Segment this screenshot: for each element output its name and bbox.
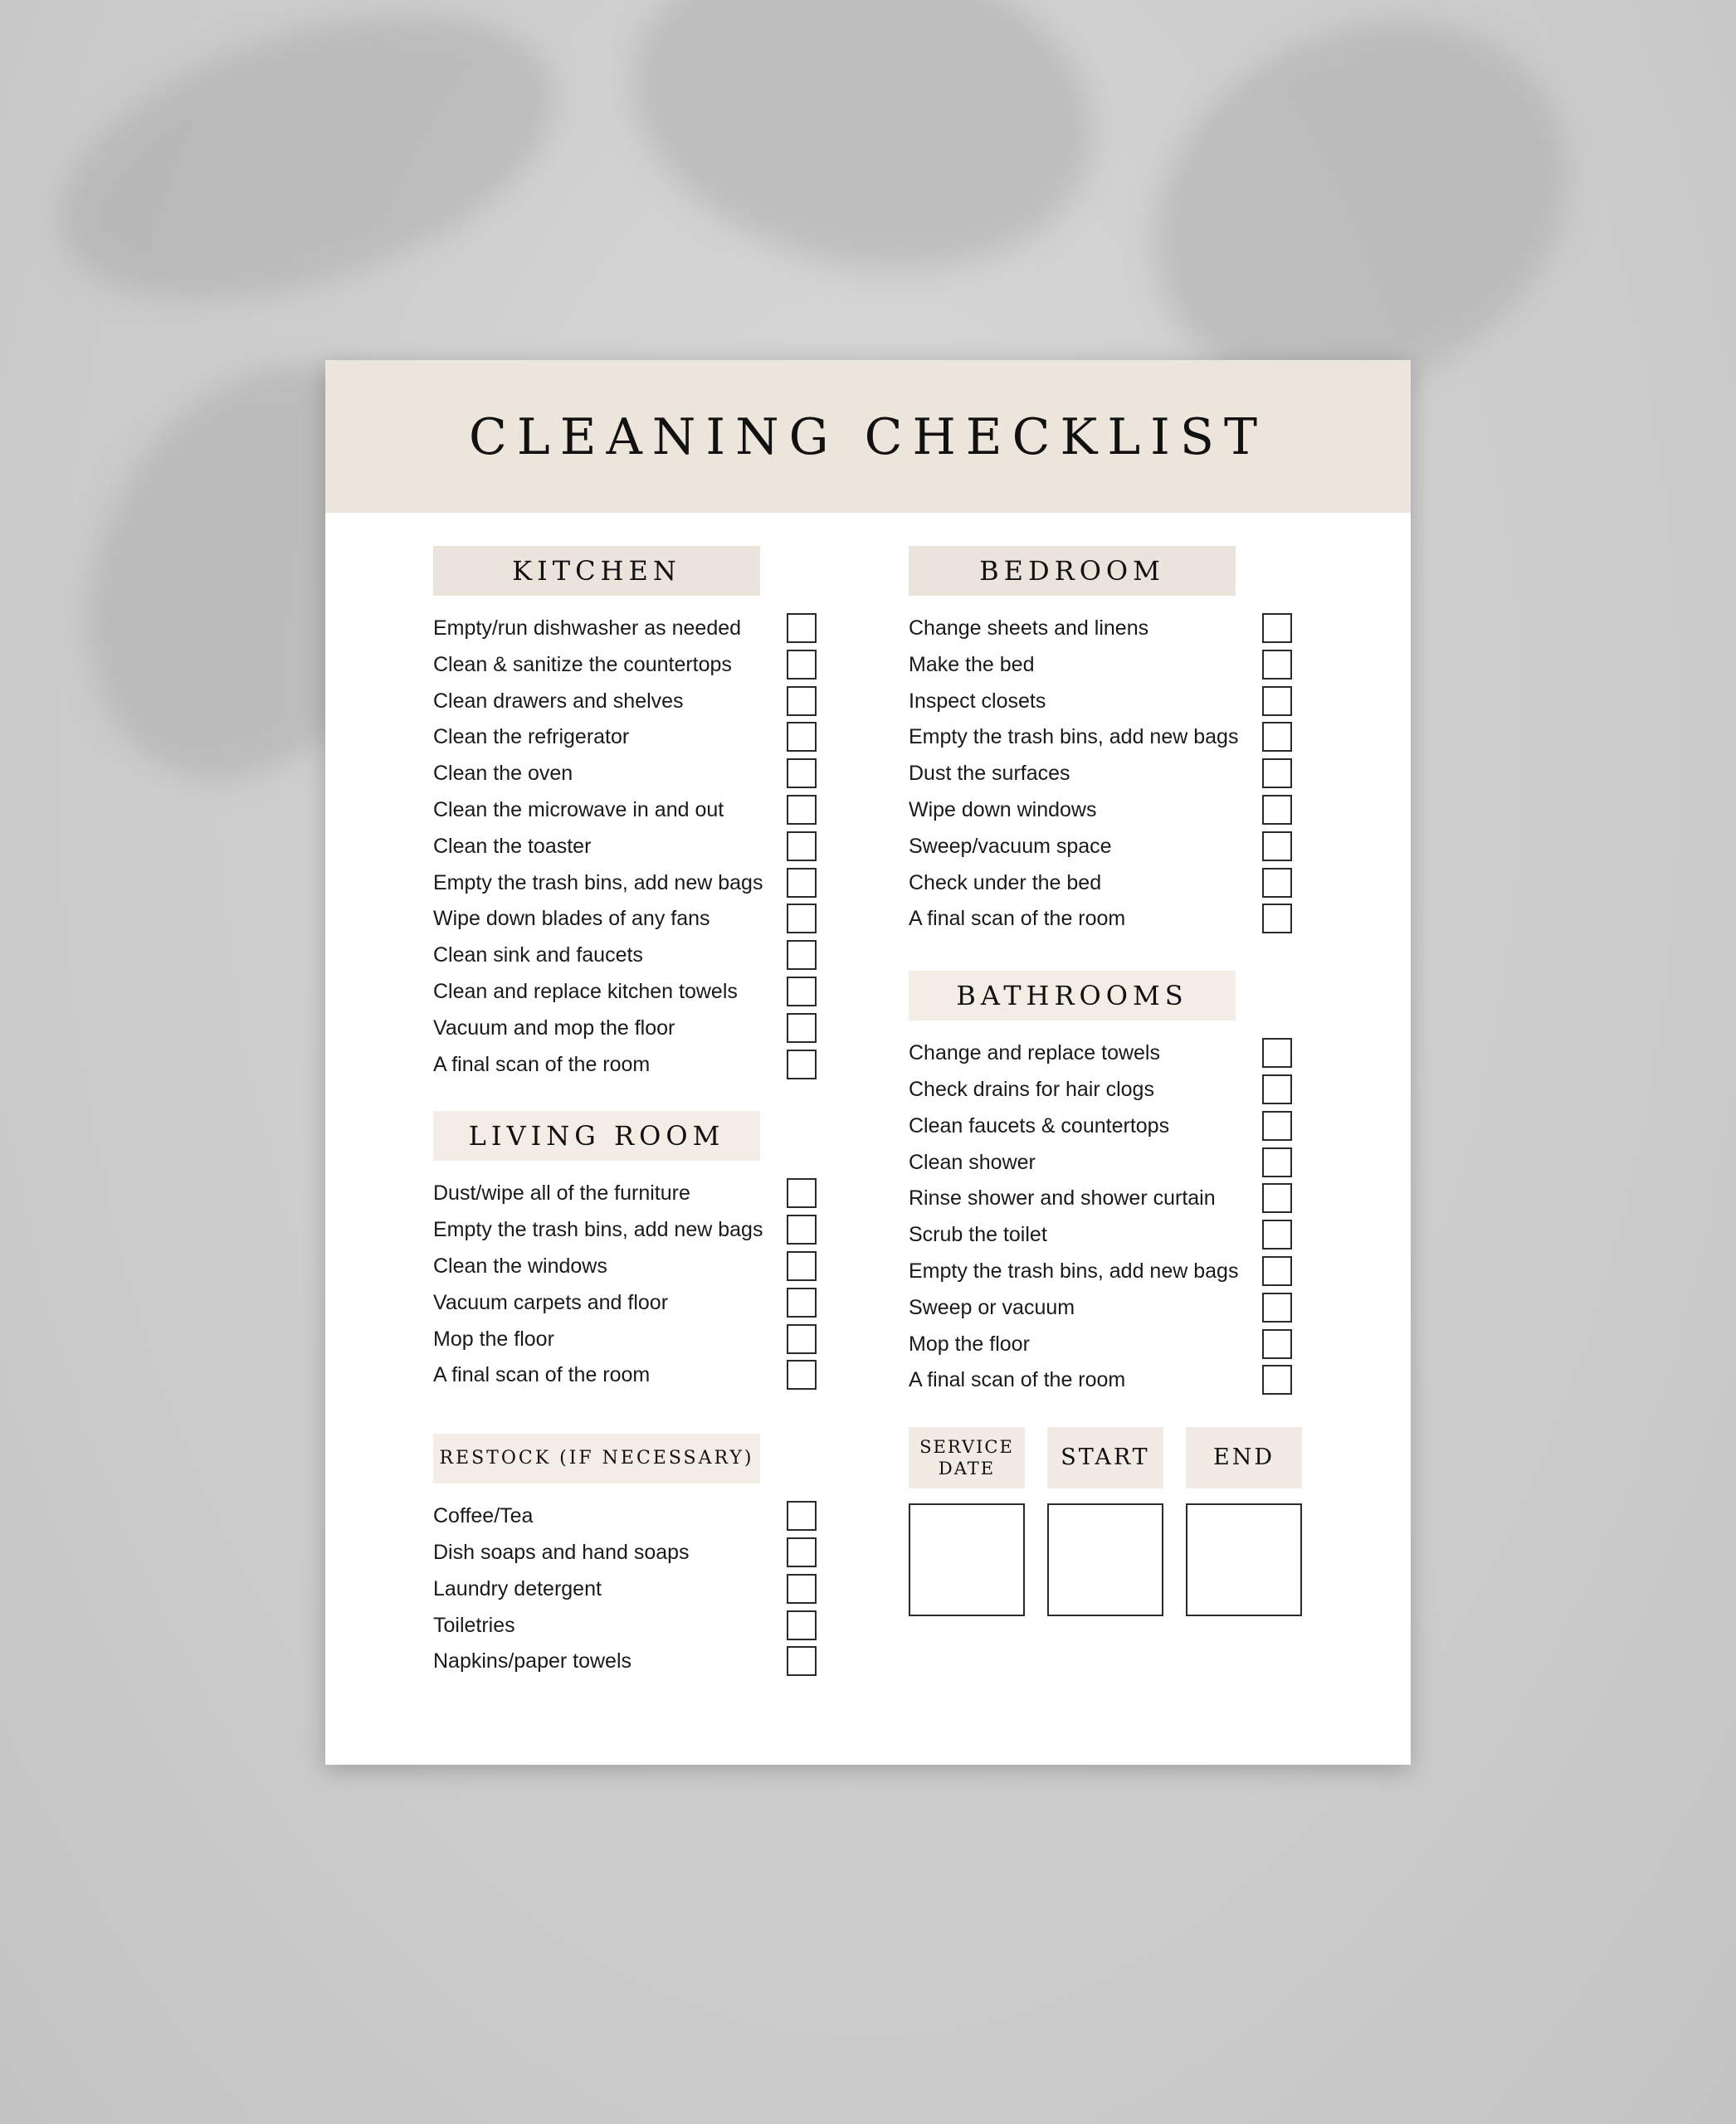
checkbox[interactable] <box>787 977 817 1006</box>
checklist-item <box>433 1249 873 1285</box>
checklist-item-label: Coffee/Tea <box>433 1504 534 1528</box>
checklist-item-label: Clean drawers and shelves <box>433 689 684 713</box>
checkbox[interactable] <box>1262 758 1292 788</box>
checkbox[interactable] <box>787 722 817 752</box>
checkbox[interactable] <box>1262 686 1292 716</box>
checklist-item-label: Empty/run dishwasher as needed <box>433 616 742 640</box>
checkbox[interactable] <box>1262 1220 1292 1250</box>
checkbox[interactable] <box>1262 795 1292 825</box>
checklist-item <box>909 1362 1348 1399</box>
checklist-item <box>433 1608 873 1644</box>
checklist-page <box>325 360 1411 1765</box>
checklist-item-label: Clean faucets & countertops <box>909 1113 1170 1138</box>
checklist-item <box>909 829 1348 865</box>
end-label: END <box>1186 1427 1302 1488</box>
checklist-item <box>909 1145 1348 1181</box>
checklist-item-label: Sweep or vacuum <box>909 1295 1075 1319</box>
service-date-label <box>909 1427 1025 1488</box>
checklist-item <box>909 901 1348 938</box>
checkbox[interactable] <box>1262 1293 1292 1323</box>
checkbox[interactable] <box>787 795 817 825</box>
checklist-item-label: Sweep/vacuum space <box>909 834 1112 858</box>
checklist-item-label: Empty the trash bins, add new bags <box>433 870 763 894</box>
bathrooms-section <box>909 971 1348 1399</box>
checklist-item-label: Clean the oven <box>433 762 573 786</box>
checklist-item <box>433 1571 873 1608</box>
section-title-bedroom: BEDROOM <box>909 546 1236 596</box>
checklist-item <box>433 611 873 647</box>
checklist-item-label: Inspect closets <box>909 689 1046 713</box>
checklist-item <box>909 611 1348 647</box>
checkbox[interactable] <box>787 1646 817 1676</box>
end-block <box>1186 1427 1302 1616</box>
service-date-box[interactable] <box>909 1503 1025 1616</box>
checklist-item-label: Wipe down blades of any fans <box>433 907 710 931</box>
checkbox[interactable] <box>1262 1256 1292 1286</box>
checklist-item <box>909 1035 1348 1072</box>
start-block <box>1047 1427 1163 1616</box>
checkbox[interactable] <box>787 1050 817 1079</box>
checklist-item-label: Clean shower <box>909 1150 1036 1174</box>
checkbox[interactable] <box>787 940 817 970</box>
service-date-label-line1: SERVICE <box>919 1437 1014 1458</box>
section-title-bathrooms: BATHROOMS <box>909 971 1236 1021</box>
checklist-item-label: Clean the refrigerator <box>433 725 630 749</box>
service-times <box>909 1427 1348 1634</box>
checklist-item-label: Change sheets and linens <box>909 616 1149 640</box>
checklist-item <box>433 1011 873 1047</box>
checklist-item <box>433 1357 873 1394</box>
checklist-item-label: Check drains for hair clogs <box>909 1077 1154 1101</box>
bathrooms-list <box>909 1035 1348 1399</box>
checklist-item <box>433 792 873 829</box>
checklist-item <box>433 1285 873 1322</box>
bedroom-section <box>909 546 1348 938</box>
checklist-item-label: Empty the trash bins, add new bags <box>909 1259 1239 1283</box>
checklist-item-label: Dust the surfaces <box>909 762 1070 786</box>
checklist-item <box>909 719 1348 756</box>
checklist-item-label: Change and replace towels <box>909 1041 1160 1065</box>
checkbox[interactable] <box>787 904 817 933</box>
checkbox[interactable] <box>1262 1038 1292 1068</box>
living-room-list <box>433 1176 873 1394</box>
checkbox[interactable] <box>787 1013 817 1043</box>
checkbox[interactable] <box>787 1501 817 1531</box>
checkbox[interactable] <box>787 831 817 861</box>
checkbox[interactable] <box>787 1537 817 1567</box>
checklist-item <box>909 684 1348 720</box>
checkbox[interactable] <box>1262 1111 1292 1141</box>
checklist-item-label: A final scan of the room <box>909 907 1126 931</box>
checklist-item <box>433 684 873 720</box>
checklist-item-label: Scrub the toilet <box>909 1223 1047 1247</box>
checklist-item <box>433 938 873 974</box>
checklist-item-label: Toiletries <box>433 1613 515 1637</box>
checkbox[interactable] <box>787 868 817 898</box>
end-box[interactable] <box>1186 1503 1302 1616</box>
checklist-item-label: A final scan of the room <box>433 1363 651 1387</box>
checklist-item <box>909 1072 1348 1108</box>
checkbox[interactable] <box>787 650 817 680</box>
checklist-item-label: Clean the windows <box>433 1254 607 1278</box>
checklist-item <box>909 865 1348 902</box>
checkbox[interactable] <box>1262 650 1292 680</box>
start-label: START <box>1047 1427 1163 1488</box>
checklist-item <box>909 1181 1348 1217</box>
checklist-item-label: Wipe down windows <box>909 797 1097 821</box>
checklist-item-label: Mop the floor <box>909 1332 1030 1356</box>
checklist-item-label: Make the bed <box>909 652 1035 676</box>
page-title: CLEANING CHECKLIST <box>468 408 1267 466</box>
checklist-item-label: Clean sink and faucets <box>433 943 643 967</box>
checklist-item-label: Clean the microwave in and out <box>433 797 724 821</box>
checkbox[interactable] <box>1262 1147 1292 1177</box>
checklist-item <box>909 792 1348 829</box>
leaf-shadow <box>603 0 1124 310</box>
checkbox[interactable] <box>787 1360 817 1390</box>
checklist-item <box>909 1108 1348 1145</box>
living-room-section <box>433 1111 873 1394</box>
checklist-item-label: Dust/wipe all of the furniture <box>433 1181 690 1206</box>
bedroom-list <box>909 611 1348 938</box>
checkbox[interactable] <box>787 1324 817 1354</box>
checklist-item <box>433 1322 873 1358</box>
restock-list <box>433 1498 873 1680</box>
checkbox[interactable] <box>787 1251 817 1281</box>
checkbox[interactable] <box>1262 904 1292 933</box>
checklist-item <box>909 1327 1348 1363</box>
checklist-item-label: Dish soaps and hand soaps <box>433 1540 690 1564</box>
checkbox[interactable] <box>787 758 817 788</box>
checkbox[interactable] <box>1262 1074 1292 1104</box>
checkbox[interactable] <box>1262 1365 1292 1395</box>
restock-section <box>433 1434 873 1680</box>
checklist-item-label: A final scan of the room <box>433 1052 651 1076</box>
checklist-item-label: Mop the floor <box>433 1327 554 1351</box>
section-title-living-room: LIVING ROOM <box>433 1111 760 1161</box>
checklist-item <box>433 1644 873 1680</box>
service-date-label-line2: DATE <box>938 1459 996 1479</box>
checklist-item-label: Vacuum carpets and floor <box>433 1290 669 1314</box>
checklist-item <box>909 756 1348 792</box>
start-box[interactable] <box>1047 1503 1163 1616</box>
checklist-item-label: Clean & sanitize the countertops <box>433 652 732 676</box>
checkbox[interactable] <box>1262 722 1292 752</box>
checkbox[interactable] <box>787 1574 817 1604</box>
checklist-item <box>433 865 873 902</box>
checkbox[interactable] <box>787 1178 817 1208</box>
checklist-item <box>433 1176 873 1212</box>
checklist-item <box>433 1498 873 1535</box>
checkbox[interactable] <box>787 1215 817 1245</box>
checkbox[interactable] <box>1262 1183 1292 1213</box>
section-title-kitchen: KITCHEN <box>433 546 760 596</box>
checkbox[interactable] <box>787 613 817 643</box>
kitchen-list <box>433 611 873 1083</box>
checklist-item-label: Empty the trash bins, add new bags <box>433 1218 763 1242</box>
checklist-item <box>433 1212 873 1249</box>
checklist-item-label: Rinse shower and shower curtain <box>909 1186 1216 1211</box>
left-column <box>433 546 873 1708</box>
checklist-item-label: Laundry detergent <box>433 1576 602 1600</box>
leaf-shadow <box>24 0 590 355</box>
checklist-item <box>909 1217 1348 1254</box>
checklist-item <box>433 1047 873 1084</box>
checkbox[interactable] <box>1262 868 1292 898</box>
checkbox[interactable] <box>787 1610 817 1640</box>
right-column <box>909 546 1348 1634</box>
checklist-item-label: Napkins/paper towels <box>433 1649 632 1673</box>
checklist-item-label: Vacuum and mop the floor <box>433 1016 675 1040</box>
checklist-item <box>433 829 873 865</box>
checklist-item-label: Empty the trash bins, add new bags <box>909 725 1239 749</box>
checklist-item-label: Clean and replace kitchen towels <box>433 979 738 1003</box>
checkbox[interactable] <box>1262 1329 1292 1359</box>
checkbox[interactable] <box>1262 831 1292 861</box>
checkbox[interactable] <box>787 686 817 716</box>
checklist-item-label: Clean the toaster <box>433 834 592 858</box>
checklist-item <box>909 1290 1348 1327</box>
checklist-item <box>433 647 873 684</box>
service-date-block <box>909 1427 1025 1616</box>
checkbox[interactable] <box>787 1288 817 1318</box>
checklist-item-label: Check under the bed <box>909 870 1102 894</box>
checklist-item <box>433 1535 873 1571</box>
kitchen-section <box>433 546 873 1083</box>
checklist-item <box>909 1254 1348 1290</box>
checkbox[interactable] <box>1262 613 1292 643</box>
checklist-item <box>909 647 1348 684</box>
checklist-item <box>433 719 873 756</box>
section-title-restock: RESTOCK (IF NECESSARY) <box>433 1434 760 1483</box>
checklist-item-label: A final scan of the room <box>909 1368 1126 1392</box>
checklist-item <box>433 756 873 792</box>
checklist-item <box>433 901 873 938</box>
checklist-item <box>433 974 873 1011</box>
